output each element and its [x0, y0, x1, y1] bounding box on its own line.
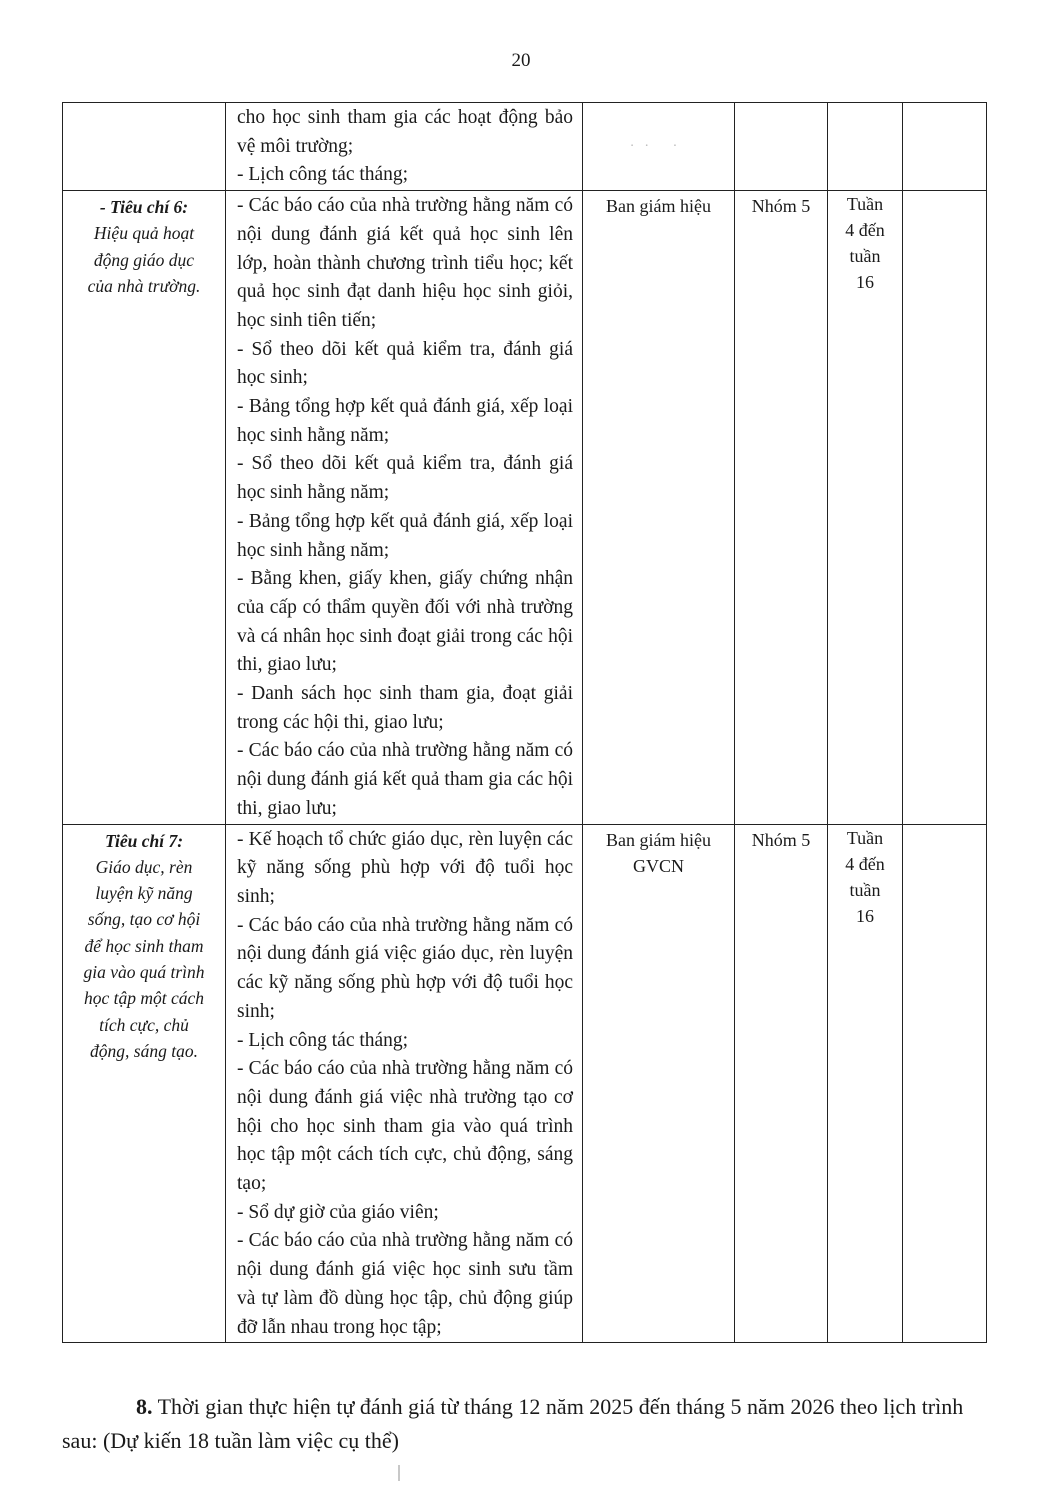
criterion-desc-line: luyện kỹ năng — [95, 883, 193, 904]
criterion-desc-line: gia vào quá trình — [83, 962, 205, 983]
evidence-item: - Các báo cáo của nhà trường hằng năm có nội dung đánh giá việc giáo dục, rèn luyện các kỹ năng sống phù hợp với độ tuổi học sinh; — [237, 914, 573, 1022]
responsible-cell — [583, 824, 735, 1343]
time-cell — [828, 824, 903, 1343]
criterion-desc-line: học tập một cách — [83, 988, 205, 1009]
note-cell — [903, 824, 987, 1343]
criterion-cell — [63, 191, 226, 824]
group-label: Nhóm 5 — [751, 829, 811, 850]
criterion-desc-line: tích cực, chủ — [99, 1014, 189, 1035]
criterion-desc-line: để học sinh tham — [84, 935, 204, 956]
evidence-cell — [226, 824, 583, 1343]
evidence-item: - Các báo cáo của nhà trường hằng năm có nội dung đánh giá việc học sinh sưu tầm và tự làm đồ dùng học tập, chủ động giúp đỡ lẫn nhau trong học tập; — [237, 1230, 573, 1338]
criterion-desc-line: động giáo dục — [93, 249, 195, 270]
scan-mark — [398, 1465, 400, 1481]
evidence-item: - Lịch công tác tháng; — [237, 1029, 409, 1051]
scan-speck: ·· · — [629, 139, 688, 154]
evidence-item: - Bảng tổng hợp kết quả đánh giá, xếp loại học sinh hằng năm; — [237, 510, 573, 561]
time-line: 4 đến — [845, 853, 885, 874]
criterion-desc-line: sống, tạo cơ hội — [87, 909, 201, 930]
evidence-item: - Danh sách học sinh tham gia, đoạt giải trong các hội thi, giao lưu; — [237, 683, 573, 733]
evidence-cell — [226, 191, 583, 824]
criterion-cell — [63, 824, 226, 1343]
evidence-item: cho học sinh tham gia các hoạt động bảo vệ môi trường; — [237, 107, 573, 157]
evidence-item: - Sổ theo dõi kết quả kiểm tra, đánh giá học sinh; — [237, 338, 573, 389]
responsible-line: Ban giám hiệu — [606, 196, 711, 217]
group-label: Nhóm 5 — [751, 196, 811, 217]
note-cell — [903, 191, 987, 824]
group-cell — [735, 103, 828, 191]
evidence-item: - Lịch công tác tháng; — [237, 164, 409, 186]
evidence-item: - Bằng khen, giấy khen, giấy chứng nhận của cấp có thẩm quyền đối với nhà trường và cá nhân học sinh đoạt giải trong các hội thi, giao lưu; — [237, 568, 573, 676]
time-line: 4 đến — [845, 220, 885, 241]
responsible-cell — [583, 191, 735, 824]
time-line: 16 — [856, 905, 874, 926]
time-line: tuần — [849, 246, 881, 267]
group-cell — [735, 191, 828, 824]
group-cell — [735, 824, 828, 1343]
evidence-item: - Sổ theo dõi kết quả kiểm tra, đánh giá học sinh hằng năm; — [237, 453, 573, 504]
table-row — [63, 824, 987, 1343]
schedule-text: Thời gian thực hiện tự đánh giá từ tháng 12 năm 2025 đến tháng 5 năm 2026 theo lịch trình sau: (Dự kiến 18 tuần làm việc cụ thể) — [62, 1394, 964, 1453]
evidence-item: - Các báo cáo của nhà trường hằng năm có nội dung đánh giá kết quả học sinh lên lớp, hoàn thành chương trình tiểu học; kết quả học sinh đạt danh hiệu học sinh giỏi, học sinh tiên tiến; — [237, 195, 573, 331]
criterion-title: Tiêu chí 7: — [104, 830, 184, 851]
time-cell — [828, 103, 903, 191]
evidence-cell — [226, 103, 583, 191]
criterion-cell — [63, 103, 226, 191]
table-row — [63, 191, 987, 824]
evidence-item: - Bảng tổng hợp kết quả đánh giá, xếp loại học sinh hằng năm; — [237, 396, 573, 446]
responsible-line: Ban giám hiệu — [606, 829, 711, 850]
note-cell — [903, 103, 987, 191]
criterion-desc-line: Giáo dục, rèn — [95, 856, 193, 877]
evidence-item: - Các báo cáo của nhà trường hằng năm có nội dung đánh giá việc nhà trường tạo cơ hội cho học sinh tham gia vào quá trình học tập một cách tích cực, chủ động, sáng tạo; — [237, 1058, 573, 1195]
time-line: 16 — [856, 272, 874, 293]
evidence-item: - Các báo cáo của nhà trường hằng năm có nội dung đánh giá kết quả tham gia các hội thi, giao lưu; — [237, 740, 573, 819]
evidence-item: - Sổ dự giờ của giáo viên; — [237, 1201, 439, 1223]
time-line: Tuần — [846, 194, 884, 215]
table-row — [63, 103, 987, 191]
page-number: 20 — [511, 50, 531, 71]
criterion-desc-line: của nhà trường. — [87, 276, 201, 296]
responsible-cell — [583, 103, 735, 191]
time-line: Tuần — [846, 827, 884, 848]
criteria-table — [62, 102, 987, 1343]
schedule-paragraph — [62, 1390, 986, 1458]
criterion-desc-line: động, sáng tạo. — [90, 1040, 198, 1061]
section-number: 8. — [136, 1394, 153, 1419]
criterion-desc-line: Hiệu quả hoạt — [93, 223, 195, 244]
time-line: tuần — [849, 879, 881, 900]
criterion-title: - Tiêu chí 6: — [99, 197, 189, 218]
responsible-line: GVCN — [632, 855, 684, 876]
evidence-item: - Kế hoạch tổ chức giáo dục, rèn luyện các kỹ năng sống phù hợp với độ tuổi học sinh; — [237, 828, 573, 907]
time-cell — [828, 191, 903, 824]
